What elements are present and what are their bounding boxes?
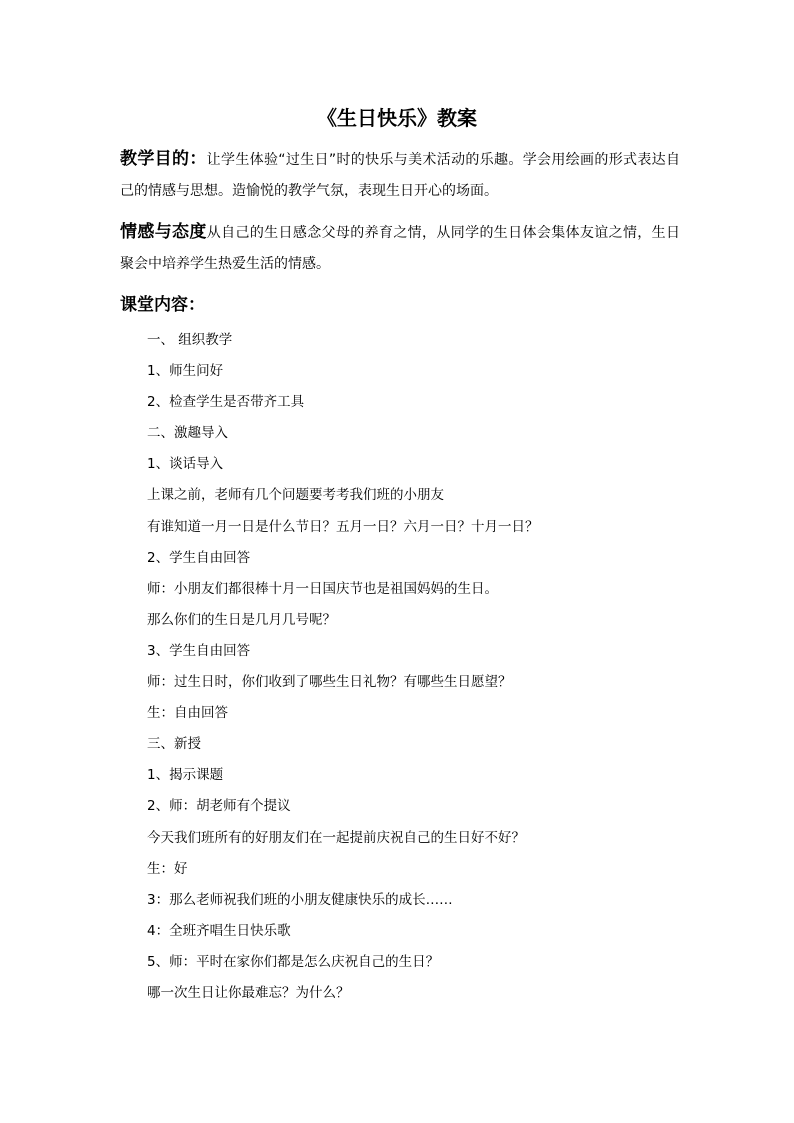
- list-item: 生：自由回答: [147, 705, 228, 722]
- lesson-content-list: [147, 325, 667, 1009]
- list-item: 上课之前，老师有几个问题要考考我们班的小朋友: [147, 487, 444, 504]
- list-item: 1、揭示课题: [147, 767, 224, 784]
- attitude-text: 从自己的生日感念父母的养育之情，从同学的生日体会集体友谊之情，生日聚会中培养学生热爱生活的情感。: [120, 225, 681, 272]
- list-item: 哪一次生日让你最难忘？为什么？: [147, 984, 350, 1001]
- attitude-paragraph: [120, 217, 680, 280]
- list-item: 2、师：胡老师有个提议: [147, 798, 291, 815]
- list-item: 3：那么老师祝我们班的小朋友健康快乐的成长……: [147, 891, 453, 908]
- list-item: 3、学生自由回答: [147, 642, 251, 659]
- content-heading: 课堂内容：: [120, 295, 205, 315]
- objective-heading: 教学目的：: [120, 149, 207, 169]
- list-item: 今天我们班所有的好朋友们在一起提前庆祝自己的生日好不好？: [147, 829, 525, 846]
- list-item: 2、检查学生是否带齐工具: [147, 394, 305, 411]
- list-item: 1、谈话导入: [147, 456, 224, 473]
- list-item: 生：好: [147, 860, 188, 877]
- list-item: 一、 组织教学: [147, 332, 233, 348]
- list-item: 三、新授: [147, 736, 201, 753]
- list-item: 师：过生日时，你们收到了哪些生日礼物？有哪些生日愿望？: [147, 674, 512, 691]
- document-title: 《生日快乐》教案: [317, 106, 477, 130]
- list-item: 二、激趣导入: [147, 425, 228, 442]
- list-item: 师：小朋友们都很棒十月一日国庆节也是祖国妈妈的生日。: [147, 580, 498, 597]
- objective-text: 让学生体验“过生日”时的快乐与美术活动的乐趣。学会用绘画的形式表达自己的情感与思想。造愉悦的教学气氛，表现生日开心的场面。: [120, 152, 681, 199]
- list-item: 5、师：平时在家你们都是怎么庆祝自己的生日？: [147, 953, 440, 970]
- list-item: 那么你们的生日是几月几号呢？: [147, 611, 336, 628]
- list-item: 1、师生问好: [147, 363, 224, 380]
- list-item: 2、学生自由回答: [147, 549, 251, 566]
- objective-paragraph: [120, 144, 680, 207]
- attitude-heading: 情感与态度: [120, 222, 207, 242]
- list-item: 有谁知道一月一日是什么节日？五月一日？六月一日？十月一日？: [147, 518, 539, 535]
- list-item: 4：全班齐唱生日快乐歌: [147, 922, 291, 939]
